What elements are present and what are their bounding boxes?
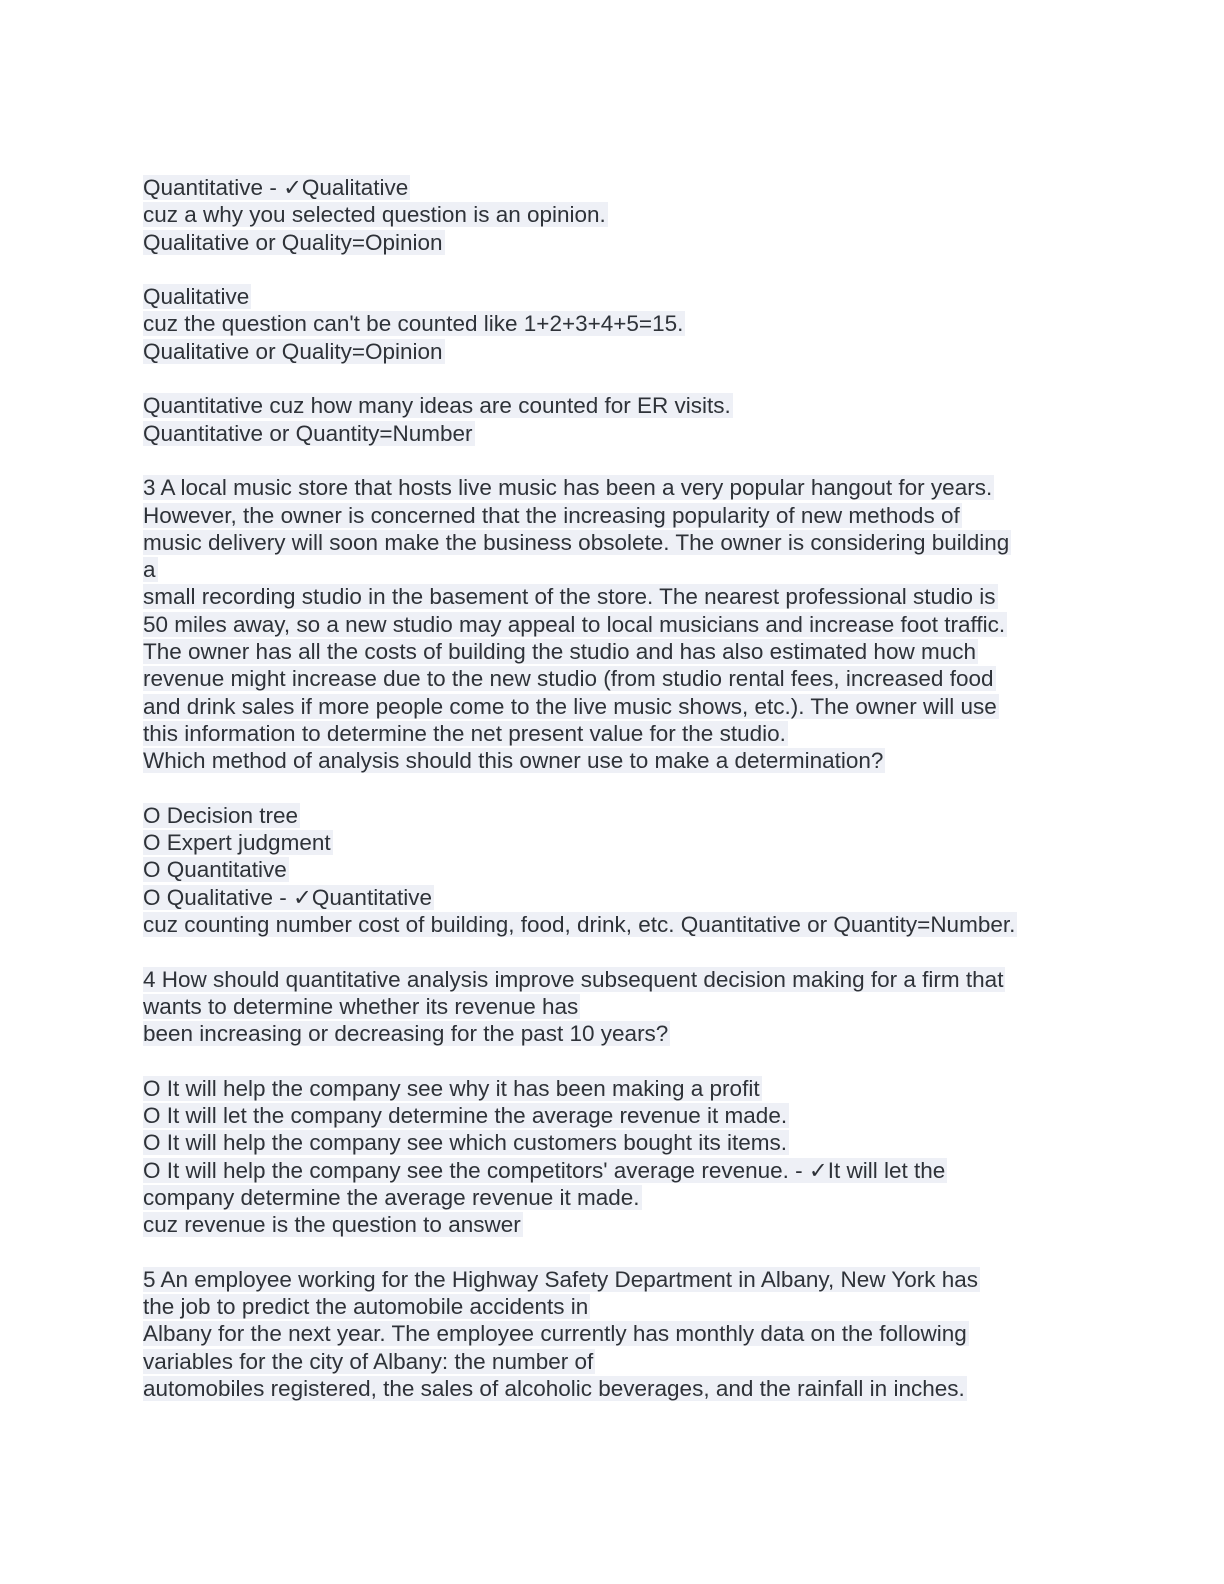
text-line: small recording studio in the basement of the store. The nearest professional studio is: [143, 584, 996, 610]
text-line: Qualitative or Quality=Opinion: [143, 229, 443, 255]
text-line: cuz a why you selected question is an opinion.: [143, 202, 606, 228]
text-line: 5 An employee working for the Highway Safety Department in Albany, New York has: [143, 1266, 979, 1292]
paragraph-gap: [143, 938, 1083, 965]
text-line: revenue might increase due to the new studio (from studio rental fees, increased food: [143, 666, 994, 692]
text-line: Quantitative cuz how many ideas are counted for ER visits.: [143, 393, 731, 419]
paragraph-gap: [143, 1048, 1083, 1075]
text-line: 4 How should quantitative analysis improve subsequent decision making for a firm that: [143, 966, 1004, 992]
paragraph-gap: [143, 775, 1083, 802]
question-3: [143, 474, 1083, 774]
question-5: [143, 1266, 1083, 1402]
text-line: Quantitative - ✓Qualitative: [143, 175, 409, 200]
text-line: been increasing or decreasing for the past 10 years?: [143, 1021, 669, 1047]
text-line: 50 miles away, so a new studio may appeal to local musicians and increase foot traffic.: [143, 611, 1006, 637]
option-line: O Expert judgment: [143, 830, 331, 856]
text-line: Which method of analysis should this owner use to make a determination?: [143, 748, 884, 774]
paragraph-gap: [143, 447, 1083, 474]
text-line: cuz counting number cost of building, food, drink, etc. Quantitative or Quantity=Number.: [143, 912, 1016, 938]
option-line: O Qualitative - ✓Quantitative: [143, 884, 432, 910]
text-line: Quantitative or Quantity=Number: [143, 420, 473, 446]
text-line: cuz the question can't be counted like 1+2+3+4+5=15.: [143, 311, 684, 337]
text-line: 3 A local music store that hosts live music has been a very popular hangout for years.: [143, 475, 993, 501]
question-4-options: [143, 1075, 1083, 1239]
option-line: O Decision tree: [143, 802, 299, 828]
option-line: O It will help the company see why it has been making a profit: [143, 1075, 760, 1101]
answer-block-3: [143, 392, 1083, 447]
text-line: Albany for the next year. The employee currently has monthly data on the following: [143, 1321, 967, 1347]
text-line: and drink sales if more people come to the live music shows, etc.). The owner will use: [143, 693, 997, 719]
paragraph-gap: [143, 256, 1083, 283]
option-line: O It will help the company see the competitors' average revenue. - ✓It will let the: [143, 1157, 946, 1183]
paragraph-gap: [143, 1239, 1083, 1266]
text-line: a: [143, 557, 156, 583]
option-line: O Quantitative: [143, 857, 287, 883]
document-body: [143, 174, 1083, 1402]
option-line: O It will let the company determine the average revenue it made.: [143, 1103, 788, 1129]
answer-block-1: [143, 174, 1083, 256]
question-3-options: [143, 802, 1083, 938]
text-line: Qualitative or Quality=Opinion: [143, 338, 443, 364]
text-line: variables for the city of Albany: the number of: [143, 1348, 594, 1374]
question-4: [143, 966, 1083, 1048]
option-line: O It will help the company see which customers bought its items.: [143, 1130, 788, 1156]
text-line: the job to predict the automobile accidents in: [143, 1294, 589, 1320]
text-line: automobiles registered, the sales of alcoholic beverages, and the rainfall in inches.: [143, 1376, 965, 1402]
text-line: company determine the average revenue it made.: [143, 1184, 640, 1210]
text-line: The owner has all the costs of building the studio and has also estimated how much: [143, 639, 976, 665]
text-line: cuz revenue is the question to answer: [143, 1212, 521, 1238]
text-line: music delivery will soon make the business obsolete. The owner is considering building: [143, 529, 1010, 555]
text-line: wants to determine whether its revenue has: [143, 993, 579, 1019]
text-line: this information to determine the net present value for the studio.: [143, 720, 786, 746]
text-line: However, the owner is concerned that the increasing popularity of new methods of: [143, 502, 960, 528]
answer-block-2: [143, 283, 1083, 365]
paragraph-gap: [143, 365, 1083, 392]
text-line: Qualitative: [143, 284, 250, 310]
